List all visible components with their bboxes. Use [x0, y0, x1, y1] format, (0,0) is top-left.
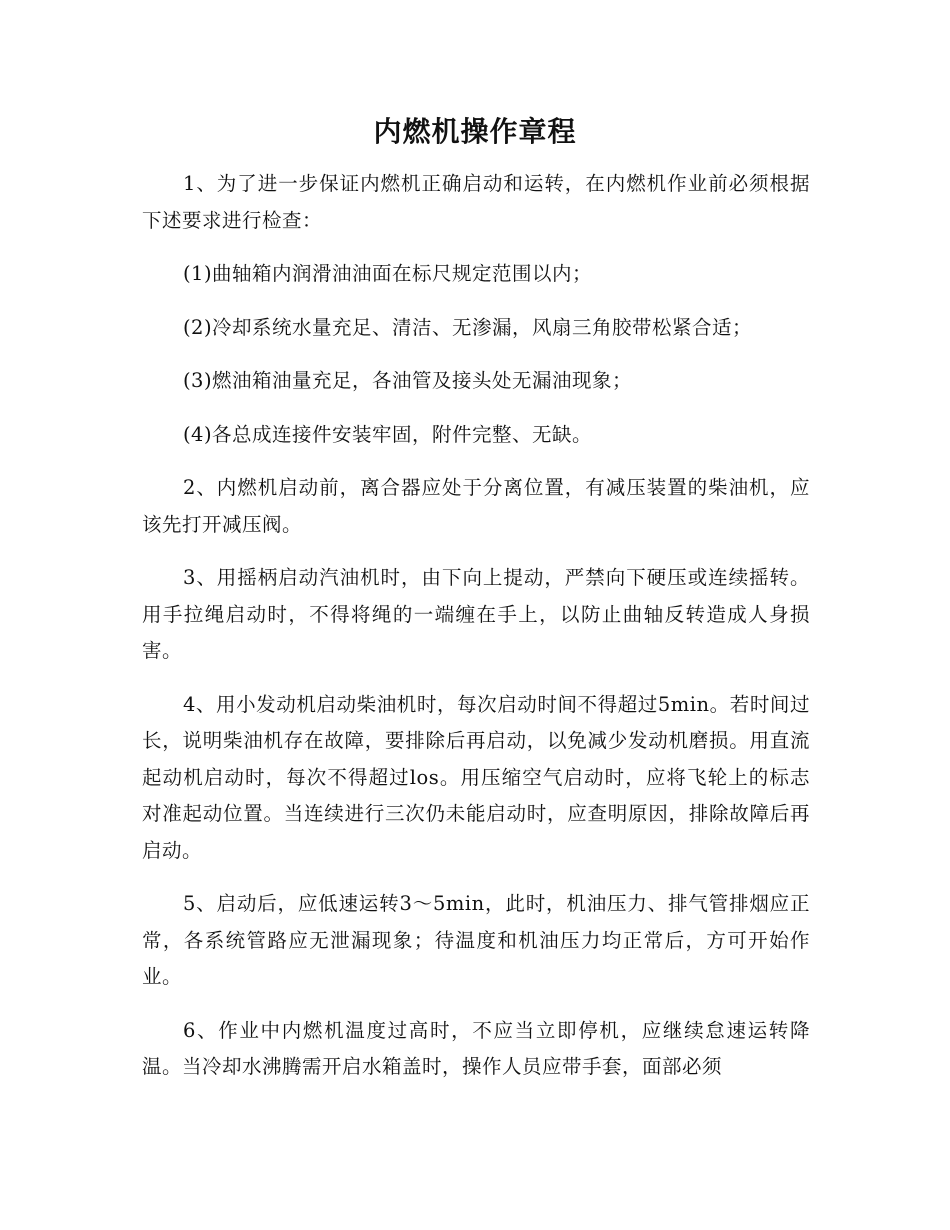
checklist-item-2: (2)冷却系统水量充足、清洁、无渗漏，风扇三角胶带松紧合适；	[182, 315, 753, 339]
checklist-item-4: (4)各总成连接件安装牢固，附件完整、无缺。	[182, 422, 593, 446]
paragraph-3: 3、用摇柄启动汽油机时，由下向上提动，严禁向下硬压或连续摇转。用手拉绳启动时，不得将绳的一端缠在手上，以防止曲轴反转造成人身损害。	[142, 566, 810, 662]
paragraph-2: 2、内燃机启动前，离合器应处于分离位置，有减压装置的柴油机，应该先打开减压阀。	[142, 476, 810, 536]
document-title: 内燃机操作章程	[373, 115, 577, 148]
checklist-item-3: (3)燃油箱油量充足，各油管及接头处无漏油现象；	[182, 369, 633, 392]
paragraph-1: 1、为了进一步保证内燃机正确启动和运转，在内燃机作业前必须根据下述要求进行检查：	[142, 172, 810, 232]
document-body	[142, 166, 810, 1103]
paragraph-6: 6、作业中内燃机温度过高时，不应当立即停机，应继续怠速运转降温。当冷却水沸腾需开启水箱盖时，操作人员应带手套，面部必须	[142, 1018, 810, 1078]
paragraph-4: 4、用小发动机启动柴油机时，每次启动时间不得超过5min。若时间过长，说明柴油机存在故障，要排除后再启动，以免减少发动机磨损。用直流起动机启动时，每次不得超过los。用压缩空气启动时，应将飞轮上的标志对准起动位置。当连续进行三次仍未能启动时，应查明原因，排除故障后再启动。	[142, 692, 810, 862]
paragraph-5: 5、启动后，应低速运转3～5min，此时，机油压力、排气管排烟应正常，各系统管路应无泄漏现象；待温度和机油压力均正常后，方可开始作业。	[142, 892, 810, 988]
checklist-item-1: (1)曲轴箱内润滑油油面在标尺规定范围以内；	[182, 262, 593, 285]
